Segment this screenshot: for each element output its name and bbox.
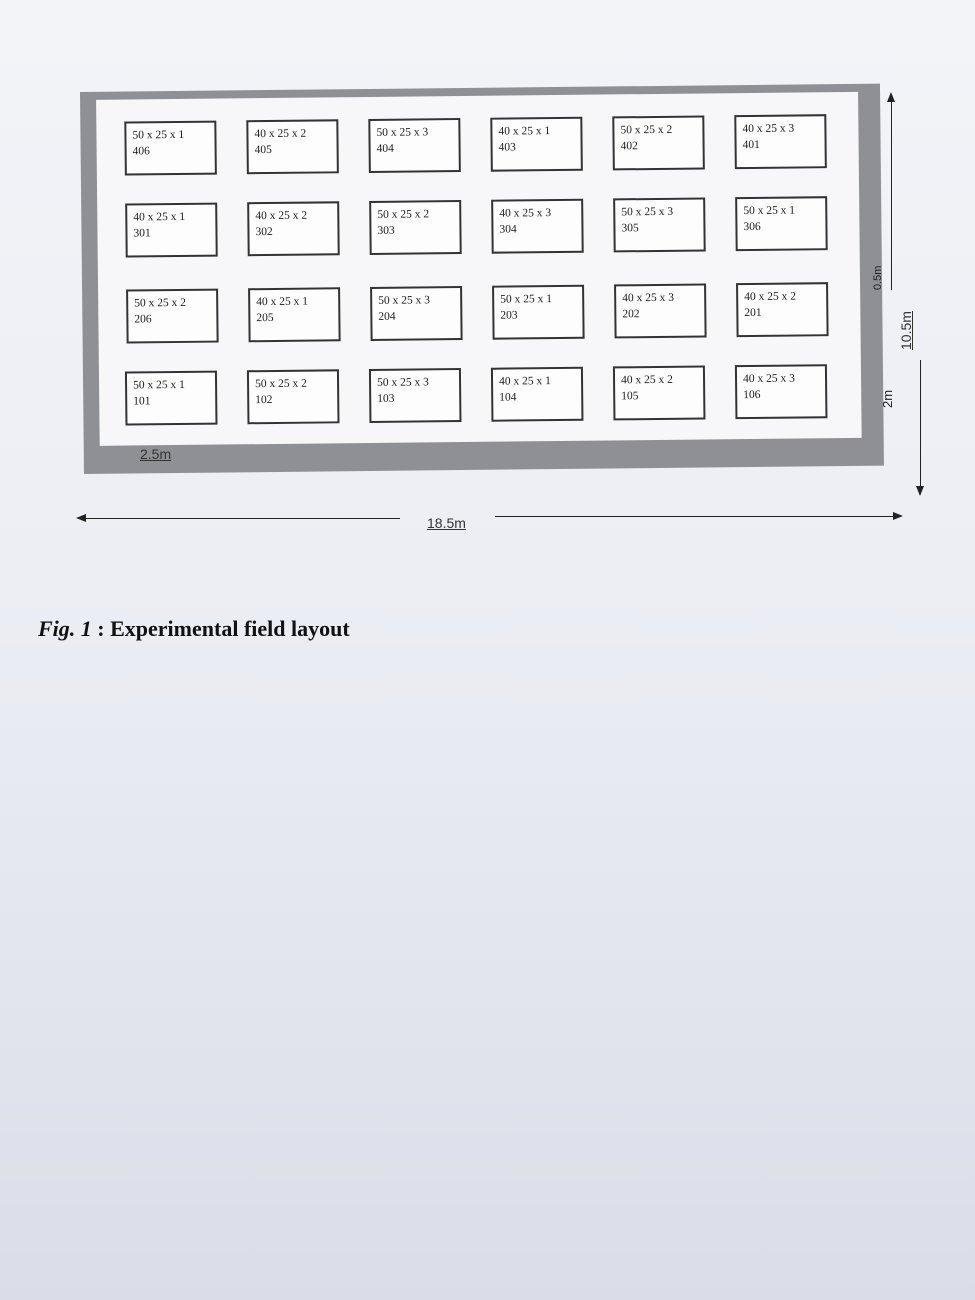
plot-number: 401 [742, 138, 760, 152]
plot-treatment: 50 x 25 x 2 [620, 123, 673, 137]
plot-number: 301 [133, 227, 151, 240]
plot-number: 404 [376, 142, 394, 155]
plot-number: 101 [133, 395, 151, 408]
plot-number: 201 [744, 306, 762, 320]
plot-treatment: 50 x 25 x 2 [255, 377, 307, 391]
plot-treatment: 40 x 25 x 3 [499, 207, 552, 220]
plot-treatment: 50 x 25 x 2 [134, 296, 187, 310]
plot-treatment: 50 x 25 x 1 [133, 378, 185, 392]
plot-treatment: 40 x 25 x 2 [620, 373, 673, 387]
plot-treatment: 40 x 25 x 1 [256, 295, 309, 309]
plot-303 [369, 200, 462, 255]
plot-203 [492, 285, 585, 340]
plot-treatment: 50 x 25 x 1 [743, 204, 796, 218]
plot-401 [734, 114, 827, 169]
plot-202 [614, 283, 707, 338]
figure-title: : Experimental field layout [97, 616, 350, 641]
total-width-label: 18.5m [427, 515, 466, 531]
plot-number: 103 [377, 392, 395, 405]
path-width-label: 0.5m [872, 265, 884, 290]
plot-number: 405 [254, 143, 272, 157]
width-dimension-line-left [84, 518, 400, 519]
plot-treatment: 50 x 25 x 3 [376, 376, 429, 389]
plot-number: 104 [499, 391, 517, 404]
plot-treatment: 40 x 25 x 3 [742, 122, 795, 136]
bleed-through-text [70, 62, 75, 85]
plot-number: 202 [622, 308, 640, 321]
border-width-label: 2.5m [140, 446, 172, 462]
plot-number: 102 [255, 394, 273, 407]
plot-201 [736, 282, 829, 337]
plot-treatment: 50 x 25 x 3 [378, 294, 431, 307]
plot-403 [490, 117, 583, 172]
edge-width-label: 2m [880, 389, 895, 408]
total-height-label: 10.5m [898, 311, 914, 350]
width-dimension-line-right [495, 516, 893, 517]
plot-106 [735, 364, 828, 419]
plot-204 [370, 286, 463, 341]
plot-304 [491, 199, 584, 254]
plot-302 [247, 201, 340, 256]
plot-treatment: 40 x 25 x 2 [254, 127, 307, 141]
plot-treatment: 50 x 25 x 1 [500, 293, 553, 306]
plot-305 [613, 197, 706, 252]
plot-treatment: 40 x 25 x 2 [744, 290, 796, 304]
plot-205 [248, 287, 341, 342]
plot-number: 406 [132, 145, 150, 158]
plot-number: 105 [621, 390, 639, 403]
arrow-right-icon [893, 512, 903, 520]
plot-number: 303 [377, 224, 395, 237]
plot-treatment: 40 x 25 x 3 [742, 372, 795, 386]
plot-104 [491, 367, 584, 422]
plot-number: 302 [255, 225, 273, 239]
plot-number: 403 [498, 141, 516, 154]
plot-treatment: 40 x 25 x 3 [622, 291, 675, 305]
plot-102 [247, 369, 340, 424]
plot-number: 305 [621, 222, 639, 235]
arrow-down-icon [916, 486, 924, 496]
plot-treatment: 50 x 25 x 3 [376, 126, 429, 139]
plot-301 [125, 203, 218, 258]
plot-406 [124, 121, 217, 176]
figure-number: Fig. 1 [38, 616, 92, 641]
plot-treatment: 40 x 25 x 1 [133, 210, 186, 224]
height-dimension-line-top [891, 100, 892, 290]
plot-treatment: 40 x 25 x 2 [255, 209, 308, 223]
plot-number: 306 [743, 220, 761, 234]
plot-105 [613, 365, 706, 420]
plot-number: 402 [620, 140, 638, 153]
plot-404 [368, 118, 461, 173]
plot-treatment: 50 x 25 x 2 [377, 208, 430, 221]
plot-number: 106 [743, 388, 761, 402]
figure-caption [38, 616, 350, 642]
height-dimension-line-bottom [920, 360, 921, 488]
plot-treatment: 50 x 25 x 1 [132, 128, 185, 142]
plot-treatment: 40 x 25 x 1 [498, 375, 551, 388]
plot-number: 304 [499, 223, 517, 236]
plot-number: 204 [378, 310, 396, 323]
plot-306 [735, 196, 828, 251]
plot-103 [369, 368, 462, 423]
plot-402 [612, 115, 705, 170]
plot-number: 205 [256, 311, 274, 325]
field-inner-area [96, 92, 862, 446]
plot-number: 206 [134, 313, 152, 326]
field-layout [80, 84, 884, 474]
plot-treatment: 50 x 25 x 3 [621, 205, 674, 219]
plot-206 [126, 289, 219, 344]
plot-101 [125, 371, 218, 426]
plot-number: 203 [500, 309, 518, 322]
plot-treatment: 40 x 25 x 1 [498, 125, 551, 138]
plot-405 [246, 119, 339, 174]
